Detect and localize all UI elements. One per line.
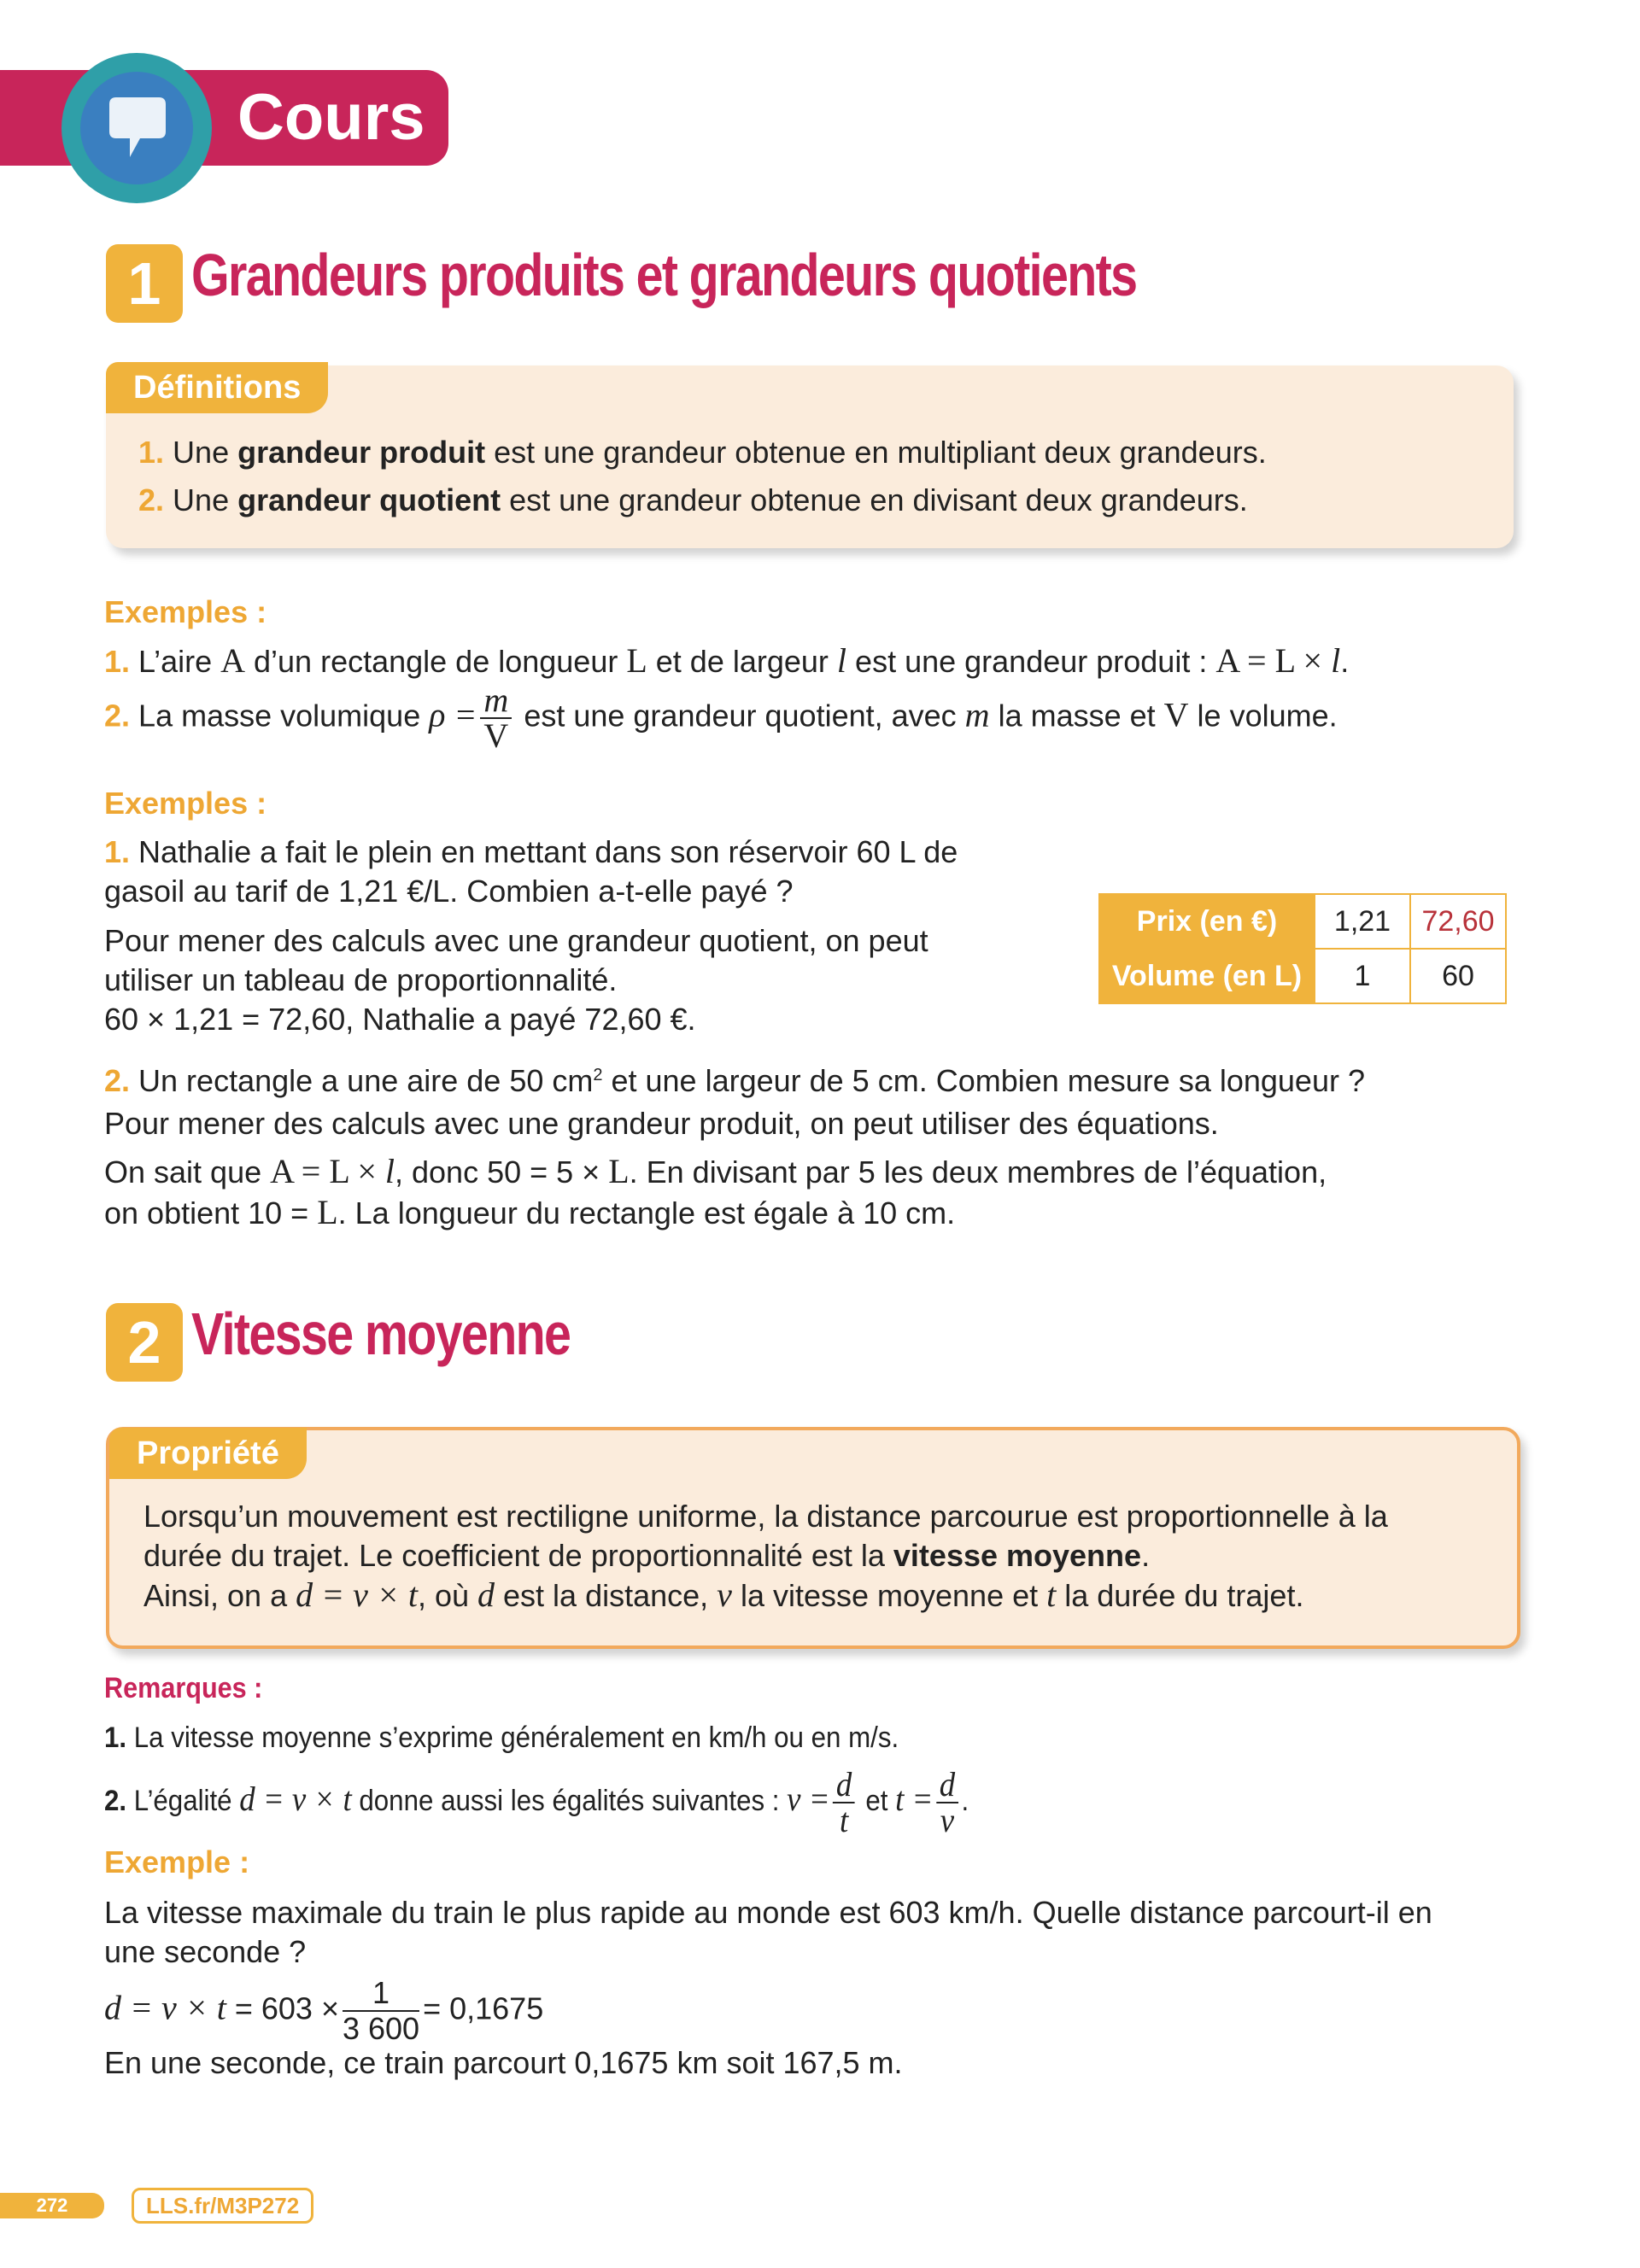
example-train-line2: une seconde ? [104,1934,307,1969]
document-icon [80,72,193,184]
example-fuel-line4: utiliser un tableau de proportionnalité. [104,962,618,997]
table-cell-result: 72,60 [1410,894,1506,949]
example-rectangle-line3: On sait que A = L × l, donc 50 = 5 × L. En divisant par 5 les deux membres de l’équation, [104,1152,1327,1190]
table-header-price: Prix (en €) [1099,894,1315,949]
remark-1: 1. La vitesse moyenne s’exprime généralement en km/h ou en m/s. [104,1721,899,1754]
table-cell: 1,21 [1315,894,1410,949]
table-row [1099,894,1506,949]
example-train-line1: La vitesse maximale du train le plus rapide au monde est 603 km/h. Quelle distance parcourt-il en [104,1895,1432,1930]
banner-title: Cours [237,81,425,154]
resource-link[interactable]: LLS.fr/M3P272 [132,2188,313,2224]
example-train-calc: d = v × t = 603 × $\frac{1}{3 600}$ = 0,1675 [104,1975,544,2046]
remarks-heading: Remarques : [104,1672,263,1704]
example-rectangle-line2: Pour mener des calculs avec une grandeur produit, on peut utiliser des équations. [104,1106,1219,1141]
property-line1: Lorsqu’un mouvement est rectiligne uniforme, la distance parcourue est proportionnelle à la [144,1499,1388,1534]
property-line2: durée du trajet. Le coefficient de proportionnalité est la vitesse moyenne. [144,1538,1151,1573]
page-number: 272 [0,2193,104,2218]
example-density: 2. La masse volumique ρ = $\frac{m}{V}$ est une grandeur quotient, avec m la masse et V le volume. [104,681,1338,755]
proportionality-table [1098,893,1507,1004]
section-title-1: Grandeurs produits et grandeurs quotients [191,242,1137,308]
examples-heading-2: Exemples : [104,786,267,821]
section-title-2: Vitesse moyenne [191,1301,571,1367]
example-fuel-line1: 1. Nathalie a fait le plein en mettant dans son réservoir 60 L de [104,834,958,869]
example-area: 1. L’aire A d’un rectangle de longueur L et de largeur l est une grandeur produit : A = L × l. [104,641,1350,680]
definition-1: 1. Une grandeur produit est une grandeur obtenue en multipliant deux grandeurs. [138,435,1267,470]
example-heading: Exemple : [104,1844,250,1879]
example-fuel-line3: Pour mener des calculs avec une grandeur quotient, on peut [104,923,928,958]
property-line3: Ainsi, on a d = v × t, où d est la distance, v la vitesse moyenne et t la durée du trajet. [144,1575,1304,1614]
definition-2: 2. Une grandeur quotient est une grandeur obtenue en divisant deux grandeurs. [138,482,1248,517]
example-rectangle-line1: 2. Un rectangle a une aire de 50 $cm^2$ et une largeur de 5 cm. Combien mesure sa longueur ? [104,1063,1365,1098]
table-cell: 1 [1315,949,1410,1003]
definitions-tab: Définitions [106,362,328,413]
example-rectangle-line4: on obtient 10 = L. La longueur du rectangle est égale à 10 cm. [104,1193,956,1231]
table-cell: 60 [1410,949,1506,1003]
examples-heading-1: Exemples : [104,594,267,629]
remark-2: 2. L’égalité d = v × t donne aussi les égalités suivantes : v = $\frac{d}{t}$ et t = $\frac{d}{v}$ . [104,1765,969,1839]
table-header-volume: Volume (en L) [1099,949,1315,1003]
section-number-1: 1 [106,244,183,323]
example-train-result: En une seconde, ce train parcourt 0,1675 km soit 167,5 m. [104,2045,903,2080]
table-row [1099,949,1506,1003]
section-number-2: 2 [106,1303,183,1382]
example-fuel-line5: 60 × 1,21 = 72,60, Nathalie a payé 72,60 €. [104,1002,696,1037]
example-fuel-line2: gasoil au tarif de 1,21 €/L. Combien a-t-elle payé ? [104,874,794,909]
property-tab: Propriété [109,1428,307,1479]
